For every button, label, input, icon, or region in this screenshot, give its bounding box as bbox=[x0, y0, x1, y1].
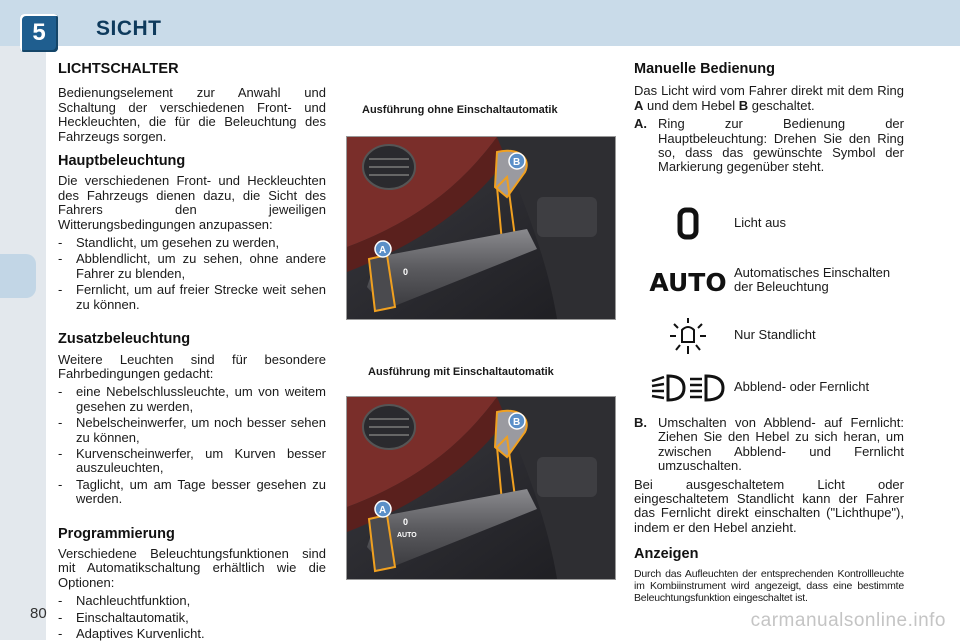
item-b-text: Umschalten von Abblend- auf Fernlicht: Ziehen Sie den Hebel zu sich heran, um zwischen Abblend- und Fernlicht umzuschalten. bbox=[658, 415, 904, 474]
list-item: - Kurvenscheinwerfer, um Kurven besser auszuleuchten, bbox=[58, 447, 326, 476]
symbol-label-parking: Nur Standlicht bbox=[734, 327, 816, 342]
side-margin bbox=[0, 46, 46, 640]
chapter-tab bbox=[0, 254, 36, 298]
symbol-row-off bbox=[648, 204, 908, 244]
watermark: carmanualsonline.info bbox=[750, 610, 946, 631]
programming-list bbox=[58, 594, 326, 641]
zero-symbol-icon bbox=[648, 204, 728, 244]
manual-control-intro: Das Licht wird vom Fahrer direkt mit dem Ring A und dem Hebel B geschaltet. bbox=[634, 83, 904, 113]
symbol-row-parking bbox=[648, 316, 908, 356]
symbol-label-auto: Automatisches Einschalten der Beleuchtung bbox=[734, 265, 891, 294]
symbol-row-headlight bbox=[648, 368, 908, 408]
label-b: B bbox=[513, 157, 521, 168]
section-heading: LICHTSCHALTER bbox=[58, 61, 179, 77]
list-item: - Einschaltautomatik, bbox=[58, 611, 326, 625]
caption-without-auto: Ausführung ohne Einschaltautomatik bbox=[362, 104, 558, 116]
left-column bbox=[58, 62, 326, 643]
item-b bbox=[634, 416, 904, 474]
list-item: - Fernlicht, um auf freier Strecke weit sehen zu können. bbox=[58, 283, 326, 312]
symbol-label-headlight: Abblend- oder Fernlicht bbox=[734, 379, 870, 394]
switch-illustration-top bbox=[347, 137, 615, 319]
manual-control-heading: Manuelle Bedienung bbox=[634, 61, 775, 77]
list-item: - Nebelscheinwerfer, um noch besser sehen zu können, bbox=[58, 416, 326, 445]
programming-text: Verschiedene Beleuchtungsfunktionen sind mit Automatikschaltung erhältlich wie die Optionen: bbox=[58, 545, 326, 590]
switch-zero-label: 0 bbox=[403, 267, 409, 277]
symbol-row-auto bbox=[648, 262, 908, 302]
item-b-key: B. bbox=[634, 415, 647, 430]
switch-auto-label: AUTO bbox=[397, 532, 417, 539]
list-item: - Adaptives Kurvenlicht. bbox=[58, 627, 326, 641]
list-item: - Abblendlicht, um zu sehen, ohne andere Fahrer zu blenden, bbox=[58, 252, 326, 281]
extra-lighting-heading: Zusatzbeleuchtung bbox=[58, 331, 191, 348]
item-a bbox=[634, 117, 904, 175]
label-a: A bbox=[379, 245, 387, 256]
headlight-icon bbox=[648, 368, 728, 408]
photo-switch-with-auto bbox=[346, 396, 616, 580]
caption-with-auto: Ausführung mit Einschaltautomatik bbox=[368, 366, 554, 378]
parking-light-icon bbox=[648, 316, 728, 356]
list-item: - eine Nebelschlussleuchte, um von weitem gesehen zu werden, bbox=[58, 385, 326, 414]
page-title: SICHT bbox=[96, 17, 162, 40]
flash-note: Bei ausgeschaltetem Licht oder eingeschaltetem Standlicht kann der Fahrer das Fernlicht direkt einschalten ("Lichthupe"), indem er den Hebel anzieht. bbox=[634, 476, 904, 535]
auto-symbol-text: AUTO bbox=[649, 267, 727, 297]
main-lighting-list bbox=[58, 236, 326, 312]
switch-zero-label: 0 bbox=[403, 517, 409, 527]
indicators-heading: Anzeigen bbox=[634, 546, 699, 563]
switch-illustration-bottom bbox=[347, 397, 615, 579]
list-item: - Nachleuchtfunktion, bbox=[58, 594, 326, 608]
auto-symbol-icon bbox=[648, 262, 728, 302]
main-lighting-text: Die verschiedenen Front- und Heckleuchten des Fahrzeugs dienen dazu, die Sicht des Fahrers den jeweiligen Witterungsbedingungen anzupassen: bbox=[58, 173, 326, 232]
extra-lighting-text: Weitere Leuchten sind für besondere Fahrbedingungen gedacht: bbox=[58, 351, 326, 381]
label-b: B bbox=[513, 417, 521, 428]
symbol-label-off: Licht aus bbox=[734, 215, 787, 230]
indicators-text: Durch das Aufleuchten der entsprechenden Kontrollleuchte im Kombiinstrument wird angezeigt, dass eine bestimmte Beleuchtungsfunktion eingeschaltet ist. bbox=[634, 567, 904, 604]
extra-lighting-list bbox=[58, 385, 326, 506]
main-lighting-heading: Hauptbeleuchtung bbox=[58, 153, 186, 170]
intro-text: Bedienungselement zur Anwahl und Schaltung der verschiedenen Front- und Heckleuchten, die für die Beleuchtung des Fahrzeugs sorgen. bbox=[58, 85, 326, 144]
item-a-text: Ring zur Bedienung der Hauptbeleuchtung: Drehen Sie den Ring so, dass das gewünschte Symbol der Markierung gegenüber steht. bbox=[658, 116, 904, 175]
right-column-top bbox=[634, 62, 904, 179]
page-number: 80 bbox=[30, 605, 47, 622]
list-item: - Taglicht, um am Tage besser gesehen zu werden. bbox=[58, 478, 326, 507]
label-a: A bbox=[379, 505, 387, 516]
list-item: - Standlicht, um gesehen zu werden, bbox=[58, 236, 326, 250]
item-a-key: A. bbox=[634, 116, 647, 132]
right-column-bottom bbox=[634, 416, 904, 608]
chapter-number: 5 bbox=[20, 14, 58, 52]
programming-heading: Programmierung bbox=[58, 525, 175, 542]
photo-switch-without-auto bbox=[346, 136, 616, 320]
